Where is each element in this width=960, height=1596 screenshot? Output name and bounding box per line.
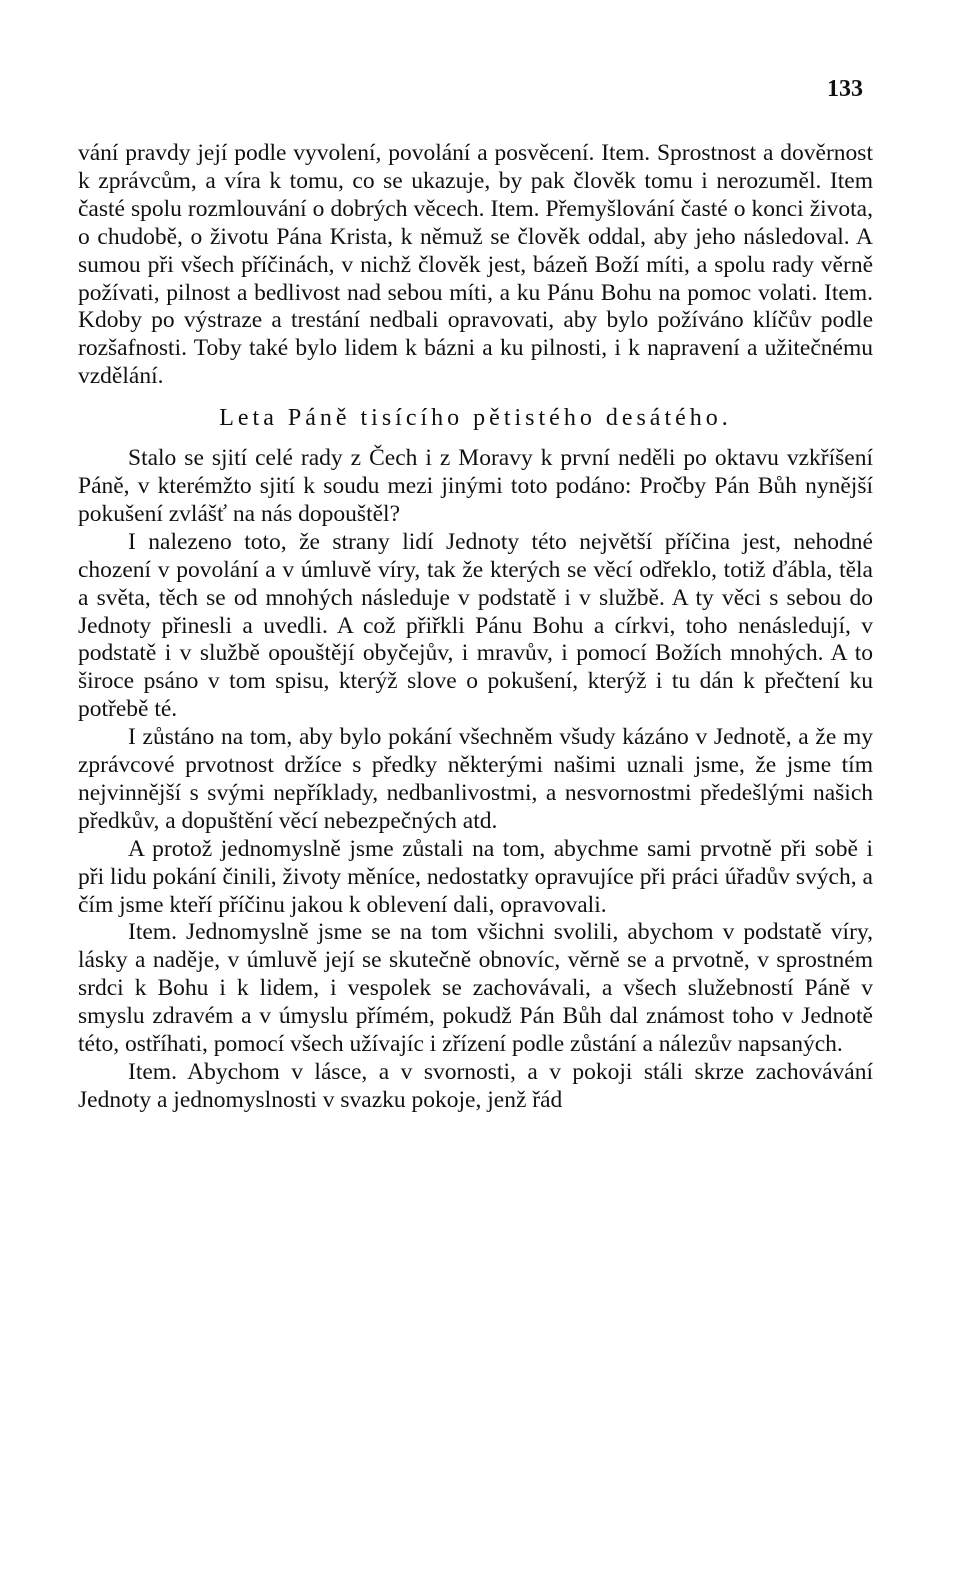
body-text [78, 140, 873, 1115]
paragraph: Stalo se sjití celé rady z Čech i z Moravy k první neděli po oktavu vzkříšení Páně, v kterémžto sjití k soudu mezi jinými toto podáno: Pročby Pán Bůh nynější pokušení zvlášť na nás dopouštěl? [78, 445, 873, 527]
page-number: 133 [827, 76, 863, 102]
paragraph: vání pravdy její podle vyvolení, povolání a posvěcení. Item. Sprostnost a dověrnost k zprávcům, a víra k tomu, co se ukazuje, by pak člověk tomu i nerozuměl. Item časté spolu rozmlouvání o dobrých věcech. Item. Přemyšlování časté o konci života, o chudobě, o životu Pána Krista, k němuž se člověk oddal, aby jeho následoval. A sumou při všech příčinách, v nichž člověk jest, bázeň Boží míti, a spolu rady věrně požívati, pilnost a bedlivost nad sebou míti, a ku Pánu Bohu na pomoc volati. Item. Kdoby po výstraze a trestání nedbali opravovati, aby bylo požíváno klíčův podle rozšafnosti. Toby také bylo lidem k bázni a ku pilnosti, i k napravení a užitečnému vzdělání. [78, 140, 873, 390]
paragraph: A protož jednomyslně jsme zůstali na tom, abychme sami prvotně při sobě i při lidu pokání činili, životy měníce, nedostatky opravujíce při práci úřadův svých, a čím jsme kteří příčinu jakou k oblevení dali, opravovali. [78, 835, 873, 918]
section-heading: Leta Páně tisícího pětistého desátého. [219, 405, 732, 432]
paragraph: Item. Jednomyslně jsme se na tom všichni svolili, abychom v podstatě víry, lásky a naděje, v úmluvě její se skutečně obnovíc, věrně se a prvotně, v sprostném srdci k Bohu i k lidem, i vespolek se zachovávali, a všech služebností Páně v smyslu zdravém a v úmyslu přímém, pokudž Pán Bůh dal známost toho v Jednotě této, ostříhati, pomocí všech užívajíc i zřízení podle zůstání a nálezův napsaných. [78, 919, 873, 1058]
paragraph: I zůstáno na tom, aby bylo pokání všechněm všudy kázáno v Jednotě, a že my zprávcové prvotnost držíce s předky některými našimi uznali jsme, že jsme tím nejvinnější s svými nepříklady, nedbanlivostmi, a nesvornostmi předešlými našich předkův, a dopuštění věcí nebezpečných atd. [78, 724, 873, 834]
paragraph: I nalezeno toto, že strany lidí Jednoty této největší příčina jest, nehodné chození v povolání a v úmluvě víry, tak že kterých se věcí odřeklo, totiž ďábla, těla a světa, těch se od mnohých následuje v podstatě i v službě. A ty věci s sebou do Jednoty přinesli a uvedli. A což přiřkli Pánu Bohu a církvi, toho nenásledují, v podstatě i v službě opouštějí obyčejův, i mravův, i pomocí Božích mnohých. A to široce psáno v tom spisu, kterýž slove o pokušení, kterýž i tu dán k přečtení ku potřebě té. [78, 528, 873, 723]
paragraph: Item. Abychom v lásce, a v svornosti, a v pokoji stáli skrze zachovávání Jednoty a jednomyslnosti v svazku pokoje, jenž řád [78, 1059, 873, 1113]
